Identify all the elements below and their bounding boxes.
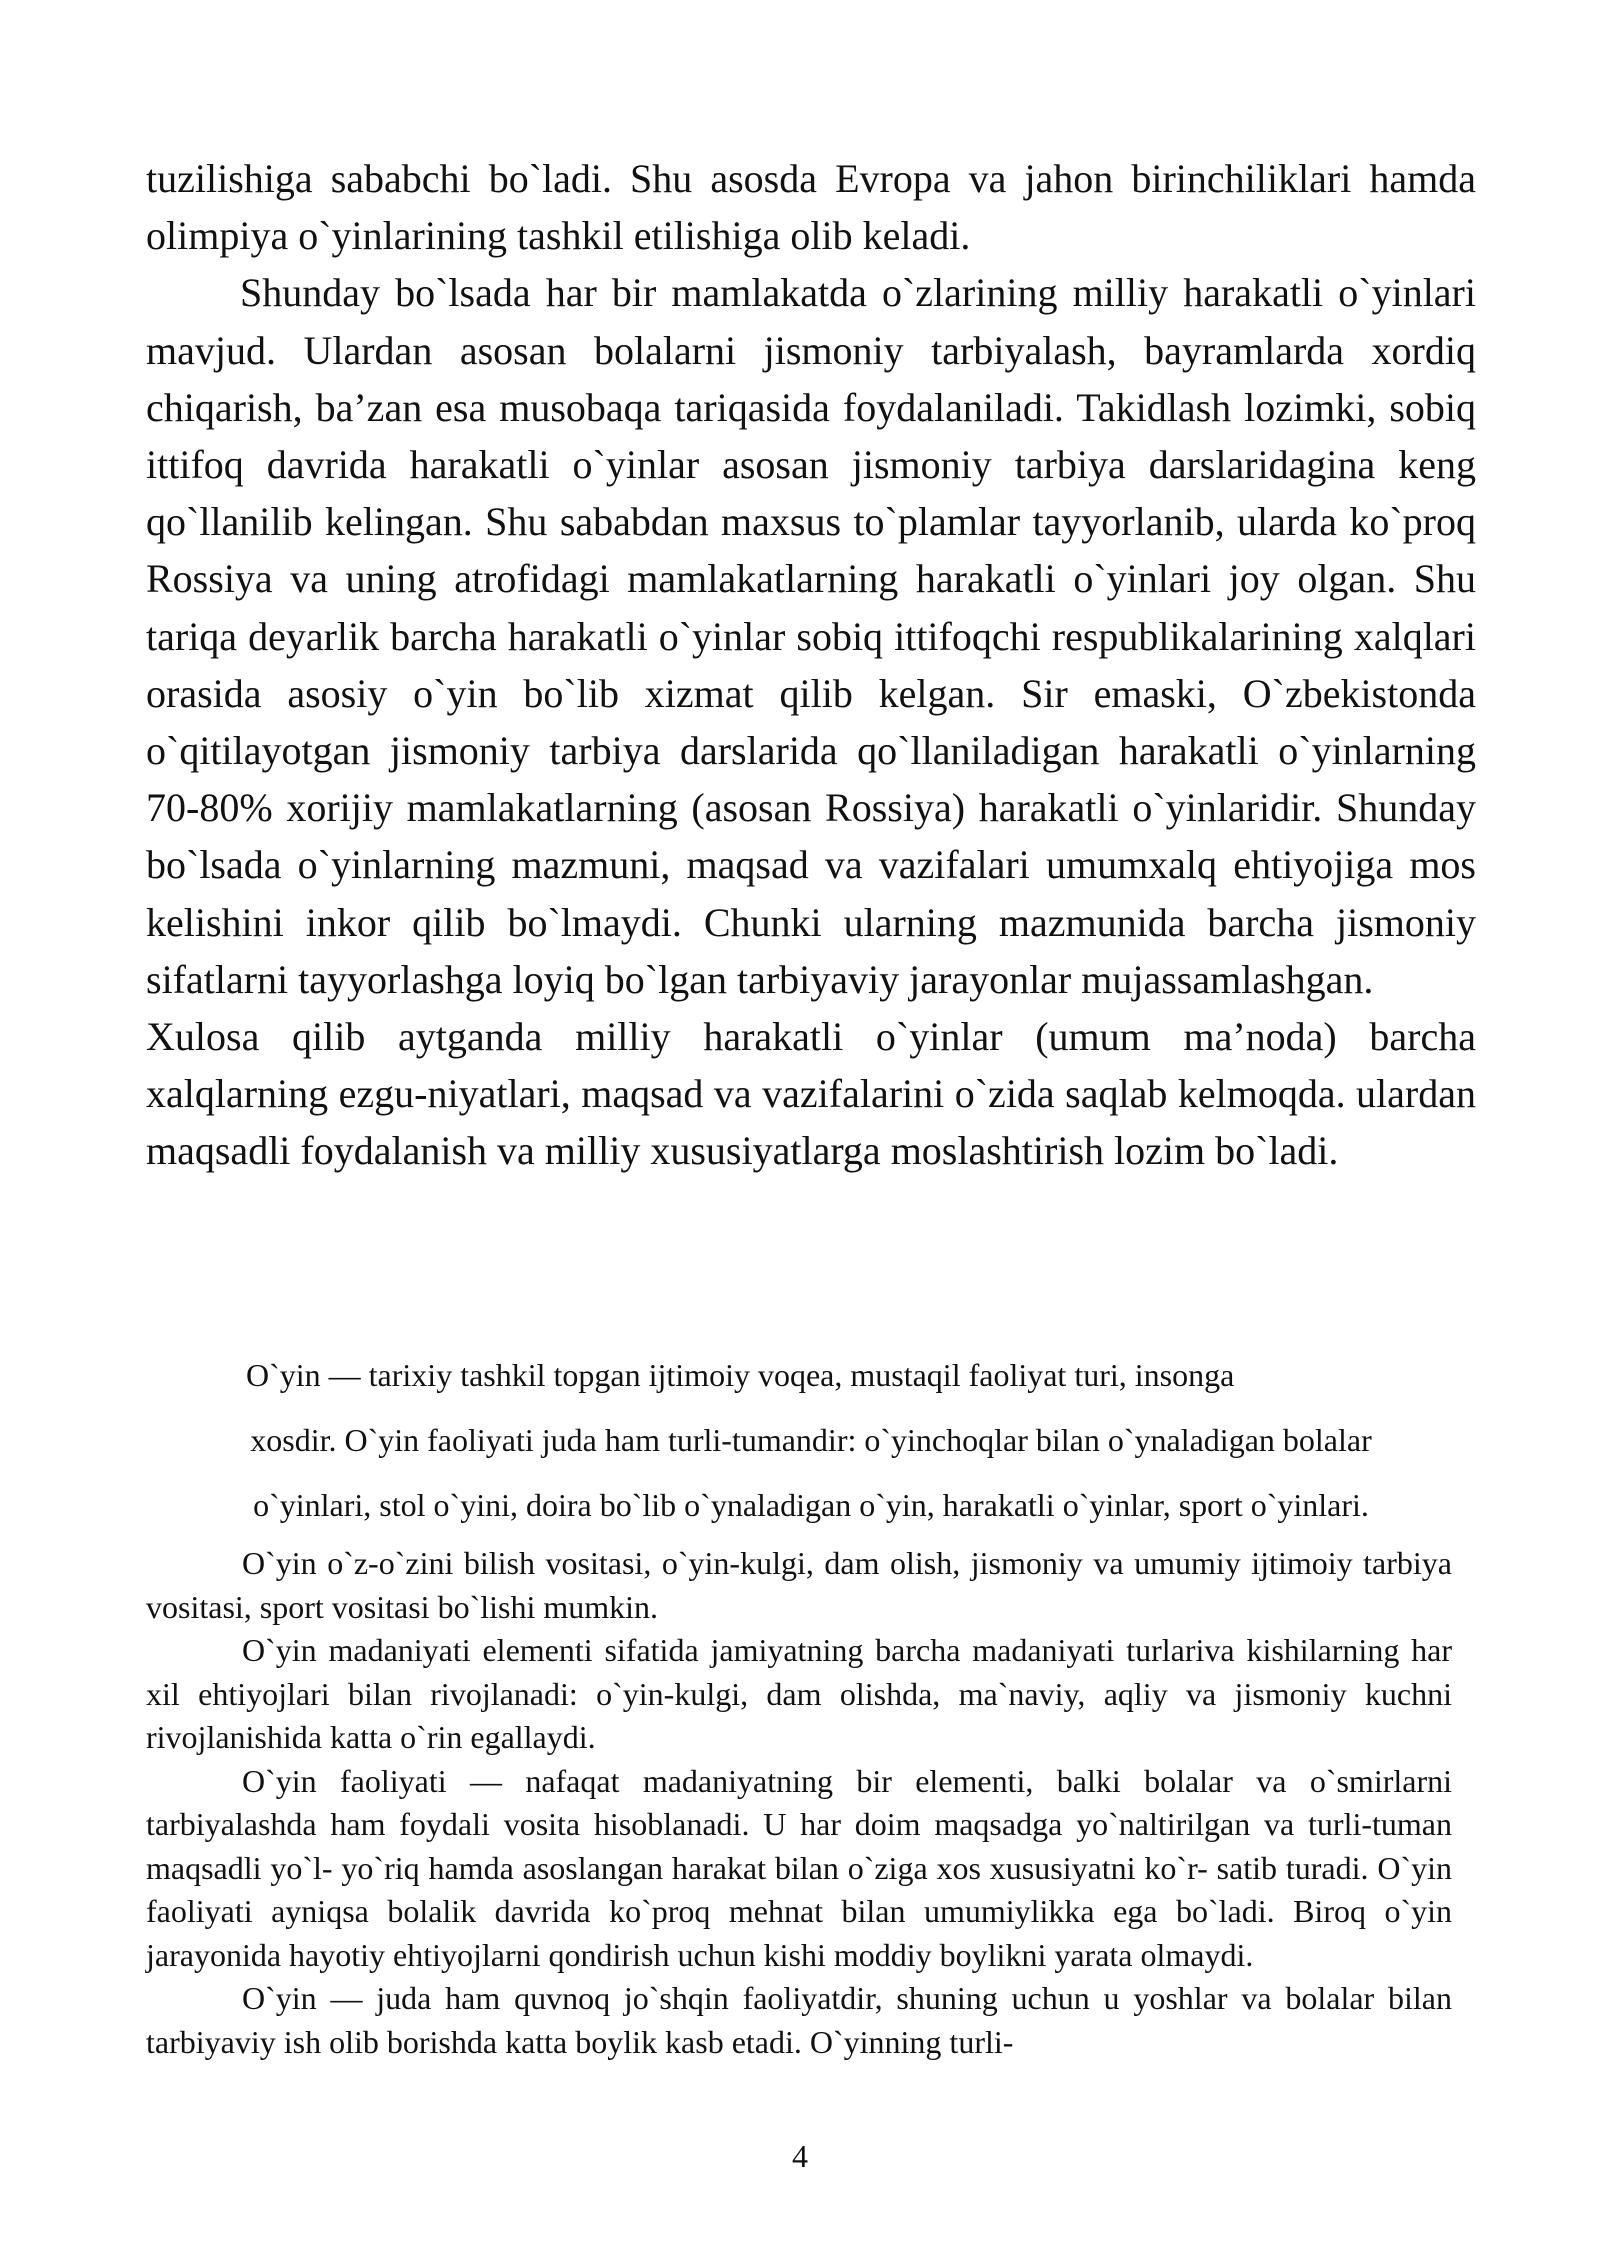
centered-line: o`yinlari, stol o`yini, doira bo`lib o`ynaladigan o`yin, harakatli o`yinlar, sport o`yinlari. [253,1487,1369,1523]
centered-line: O`yin — tarixiy tashkil topgan ijtimoiy voqea, mustaqil faoliyat turi, insonga [246,1357,1235,1393]
paragraph: Shunday bo`lsada har bir mamlakatda o`zlarining milliy harakatli o`yinlari mavjud. Ulardan asosan bolalarni jismoniy tarbiyalash, bayramlarda xordiq chiqarish, ba’zan esa musobaqa tariqasida foydalaniladi. Takidlash lozimki, sobiq ittifoq davrida harakatli o`yinlar asosan jismoniy tarbiya darslaridagina keng qo`llanilib kelingan. Shu sababdan maxsus to`plamlar tayyorlanib, ularda ko`proq Rossiya va uning atrofidagi mamlakatlarning harakatli o`yinlari joy olgan. Shu tariqa deyarlik barcha harakatli o`yinlar sobiq ittifoqchi respublikalarining xalqlari orasida asosiy o`yin bo`lib xizmat qilib kelgan. Sir emaski, O`zbekistonda o`qitilayotgan jismoniy tarbiya darslarida qo`llaniladigan harakatli o`yinlarning 70-80% xorijiy mamlakatlarning (asosan Rossiya) harakatli o`yinlaridir. Shunday bo`lsada o`yinlarning mazmuni, maqsad va vazifalari umumxalq ehtiyojiga mos kelishini inkor qilib bo`lmaydi. Chunki ularning mazmunida barcha jismoniy sifatlarni tayyorlashga loyiq bo`lgan tarbiyaviy jarayonlar mujassamlashgan. [146,270,1476,1002]
main-text-large [146,150,1476,1180]
paragraph: Xulosa qilib aytganda milliy harakatli o`yinlar (umum ma’noda) barcha xalqlarning ezgu-niyatlari, maqsad va vazifalarini o`zida saqlab kelmoqda. ulardan maqsadli foydalanish va milliy xususiyatlarga moslashtirish lozim bo`ladi. [146,1014,1476,1174]
centered-text-block [146,1343,1476,1538]
paragraph: O`yin madaniyati elementi sifatida jamiyatning barcha madaniyati turlariva kishilarning har xil ehtiyojlari bilan rivojlanadi: o`yin-kulgi, dam olishda, ma`naviy, aqliy va jismoniy kuchni rivojlanishida katta o`rin egallaydi. [146,1632,1452,1755]
paragraph: O`yin o`z-o`zini bilish vositasi, o`yin-kulgi, dam olish, jismoniy va umumiy ijtimoiy tarbiya vositasi, sport vositasi bo`lishi mumkin. [146,1545,1452,1625]
paragraph: O`yin faoliyati — nafaqat madaniyatning bir elementi, balki bolalar va o`smirlarni tarbiyalashda ham foydali vosita hisoblanadi. U har doim maqsadga yo`naltirilgan va turli-tuman maqsadli yo`l- yo`riq hamda asoslangan harakat bilan o`ziga xos xususiyatni ko`r- satib turadi. O`yin faoliyati ayniqsa bolalik davrida ko`proq mehnat bilan umumiylikka ega bo`ladi. Biroq o`yin jarayonida hayotiy ehtiyojlarni qondirish uchun kishi moddiy boylikni yarata olmaydi. [146,1762,1452,1973]
page-number: 4 [792,2138,808,2174]
paragraph: tuzilishiga sababchi bo`ladi. Shu asosda Evropa va jahon birinchiliklari hamda olimpiya o`yinlarining tashkil etilishiga olib keladi. [146,156,1476,259]
centered-line: xosdir. O`yin faoliyati juda ham turli-tumandir: o`yinchoqlar bilan o`ynaladigan bolalar [250,1422,1372,1458]
main-text-small [146,1542,1452,2064]
paragraph: O`yin — juda ham quvnoq jo`shqin faoliyatdir, shuning uchun u yoshlar va bolalar bilan tarbiyaviy ish olib borishda katta boylik kasb etadi. O`yinning turli- [146,1980,1452,2060]
